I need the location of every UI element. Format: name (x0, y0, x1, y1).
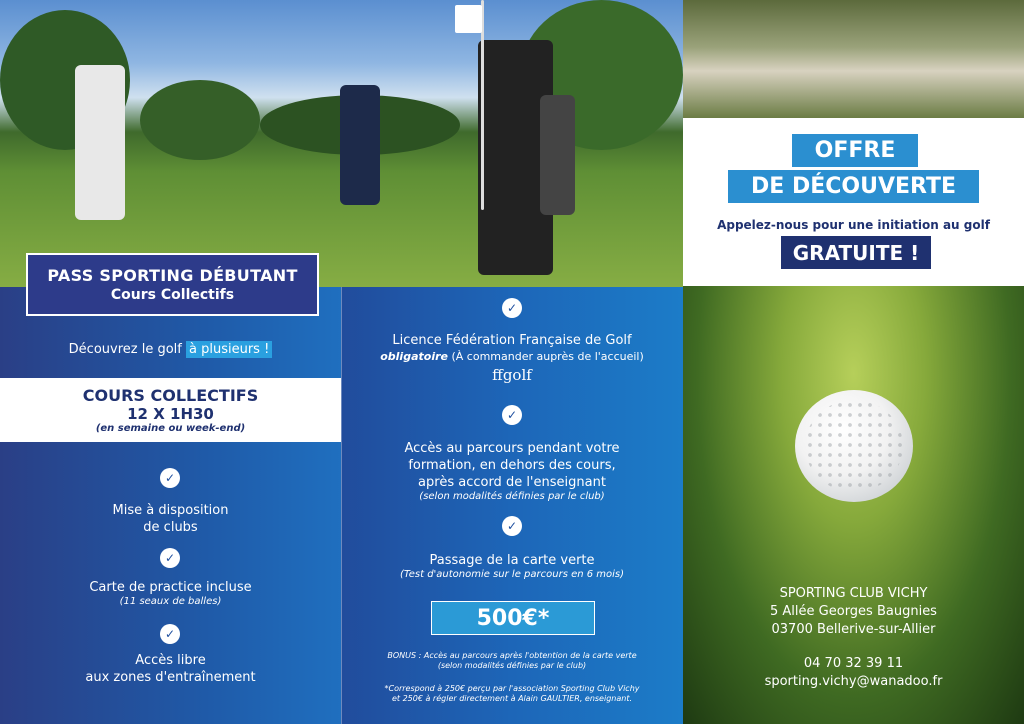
club-address-line1: 5 Allée Georges Baugnies (770, 604, 937, 619)
left-item-3-line1: Accès libre (135, 653, 206, 668)
offer-title-1: OFFRE (792, 134, 918, 167)
left-item-2-line2: (11 seaux de balles) (119, 596, 222, 607)
left-item-3 (0, 652, 341, 686)
pass-title-box (26, 253, 319, 316)
bonus-line2: (selon modalités définies par le club) (437, 661, 587, 670)
footnote-line2: et 250€ à régler directement à Alain GAULTIER, enseignant. (391, 694, 633, 703)
cours-schedule: (en semaine ou week-end) (95, 423, 246, 434)
bonus-text (341, 651, 683, 671)
cours-box (0, 378, 341, 442)
offer-title-2: DE DÉCOUVERTE (728, 170, 979, 203)
pass-subtitle: Cours Collectifs (110, 287, 235, 303)
check-circle-icon: ✓ (160, 548, 180, 568)
mid-item-1-obligatoire: obligatoire (380, 350, 448, 363)
check-circle-icon: ✓ (502, 298, 522, 318)
cours-title: COURS COLLECTIFS (82, 386, 259, 405)
club-address-line2: 03700 Bellerive-sur-Allier (771, 622, 936, 637)
mid-item-2-line1: Accès au parcours pendant votre (404, 441, 620, 456)
intro-highlight: à plusieurs ! (186, 341, 272, 358)
mid-item-3-line1: Passage de la carte verte (429, 553, 595, 568)
mid-item-2-line2: formation, en dehors des cours, (408, 458, 616, 473)
offer-free-badge: GRATUITE ! (781, 236, 931, 269)
pass-title: PASS SPORTING DÉBUTANT (47, 266, 298, 285)
club-address (683, 585, 1024, 639)
check-circle-icon: ✓ (160, 468, 180, 488)
blurred-photo (683, 0, 1024, 118)
mid-item-3 (341, 552, 683, 580)
mid-item-2-line3: après accord de l'enseignant (418, 475, 606, 490)
left-item-3-line2: aux zones d'entraînement (85, 670, 256, 685)
ffgolf-logo: ffgolf (492, 366, 532, 384)
left-item-2 (0, 579, 341, 607)
left-item-1-line1: Mise à disposition (112, 503, 229, 518)
check-circle-icon: ✓ (502, 405, 522, 425)
left-item-1-line2: de clubs (143, 520, 198, 535)
club-phone[interactable]: 04 70 32 39 11 (803, 656, 904, 671)
mid-item-1-line1: Licence Fédération Française de Golf (392, 333, 632, 348)
mid-item-1-note: (À commander auprès de l'accueil) (451, 350, 644, 363)
intro-prefix: Découvrez le golf (68, 342, 182, 357)
golfers-photo (0, 0, 683, 287)
offer-call-text: Appelez-nous pour une initiation au golf (717, 218, 990, 232)
mid-item-1 (341, 332, 683, 384)
club-contact (683, 655, 1024, 691)
price-badge: 500€* (431, 601, 595, 635)
intro-text (0, 342, 341, 357)
mid-item-2 (341, 440, 683, 502)
bonus-line1: BONUS : Accès au parcours après l'obtention de la carte verte (387, 651, 637, 660)
footnote (341, 684, 683, 704)
check-circle-icon: ✓ (160, 624, 180, 644)
check-circle-icon: ✓ (502, 516, 522, 536)
mid-item-1-line2 (341, 349, 683, 364)
club-email[interactable]: sporting.vichy@wanadoo.fr (764, 674, 943, 689)
cours-count: 12 X 1H30 (127, 405, 214, 423)
left-item-1 (0, 502, 341, 536)
mid-item-2-line4: (selon modalités définies par le club) (419, 491, 605, 502)
footnote-line1: *Correspond à 250€ perçu par l'association Sporting Club Vichy (384, 684, 640, 693)
left-item-2-line1: Carte de practice incluse (89, 580, 252, 595)
mid-item-3-line2: (Test d'autonomie sur le parcours en 6 mois) (399, 569, 625, 580)
golf-ball-dimples (805, 400, 903, 492)
club-name: SPORTING CLUB VICHY (779, 586, 928, 601)
